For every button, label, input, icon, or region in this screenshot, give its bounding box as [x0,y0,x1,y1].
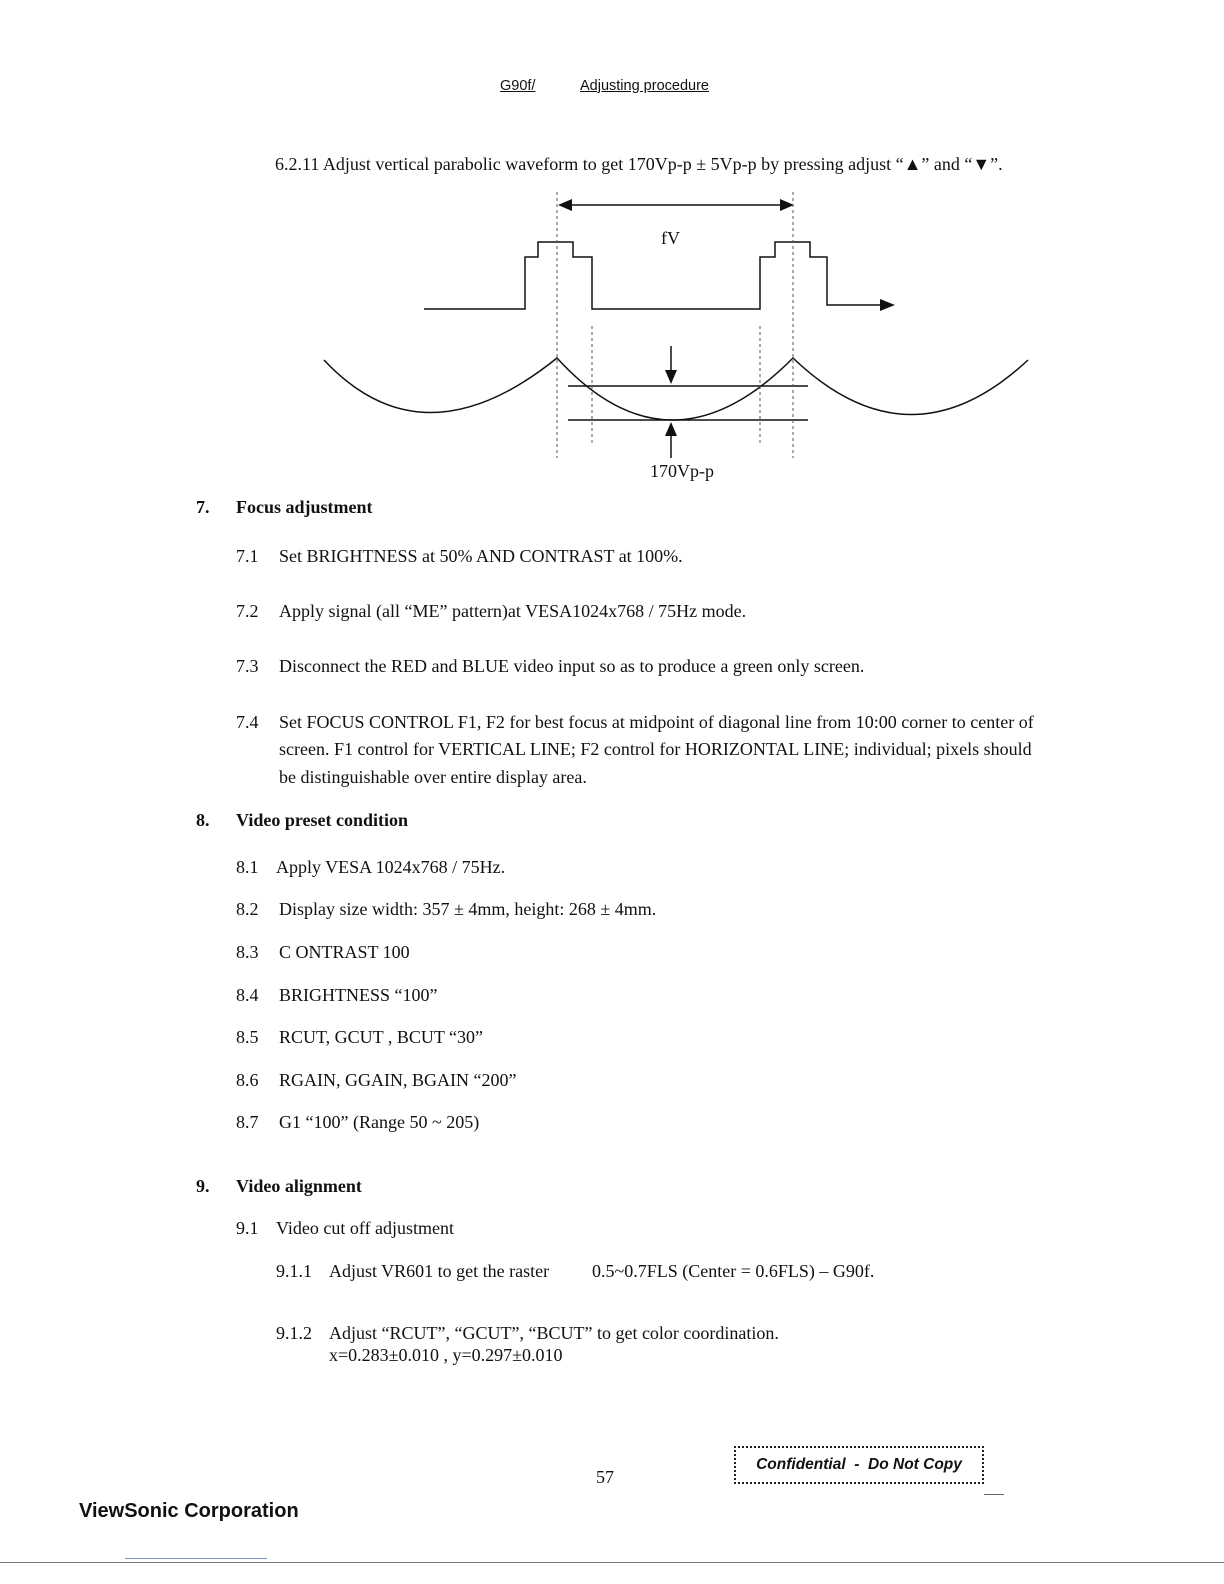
parabolic-waveform [324,358,1028,420]
period-arrow-right-head [780,199,794,211]
item-8-4-num: 8.4 [236,985,259,1005]
item-8-1-text: Apply VESA 1024x768 / 75Hz. [276,857,506,877]
confidential-text: Confidential - Do Not Copy [756,1456,962,1473]
item-9-1-num: 9.1 [236,1218,259,1238]
item-8-5-text: RCUT, GCUT , BCUT “30” [279,1027,484,1047]
item-8-7-text: G1 “100” (Range 50 ~ 205) [279,1112,480,1132]
header-title: Adjusting procedure [580,78,709,94]
section-7-title: Focus adjustment [236,497,373,517]
step-9-1-1-num: 9.1.1 [276,1261,312,1281]
item-8-2-text: Display size width: 357 ± 4mm, height: 268 ± 4mm. [279,899,657,919]
amp-arrow-up-head [665,422,677,436]
step-9-1-1-value: 0.5~0.7FLS (Center = 0.6FLS) – G90f. [592,1261,875,1281]
item-8-3-text: C ONTRAST 100 [279,942,410,962]
item-8-1-num: 8.1 [236,857,259,877]
section-7-number: 7. [196,497,210,517]
section-8-number: 8. [196,810,210,830]
waveform-diagram [300,185,1060,495]
footer-rule-short [984,1494,1004,1495]
period-label: fV [661,228,680,248]
period-arrow-left-head [558,199,572,211]
company-name: ViewSonic Corporation [79,1500,299,1522]
header-model: G90f/ [500,78,536,94]
amplitude-label: 170Vp-p [650,461,714,481]
item-7-4-line-2: screen. F1 control for VERTICAL LINE; F2 control for HORIZONTAL LINE; individual; pixels should [279,739,1032,759]
item-7-3-num: 7.3 [236,656,259,676]
item-8-5-num: 8.5 [236,1027,259,1047]
section-9-number: 9. [196,1176,210,1196]
item-8-6-num: 8.6 [236,1070,259,1090]
page-number: 57 [596,1467,614,1487]
item-8-2-num: 8.2 [236,899,259,919]
item-7-2-text: Apply signal (all “ME” pattern)at VESA1024x768 / 75Hz mode. [279,601,747,621]
item-8-3-num: 8.3 [236,942,259,962]
item-7-4-line-3: be distinguishable over entire display area. [279,767,587,787]
item-8-6-text: RGAIN, GGAIN, BGAIN “200” [279,1070,517,1090]
item-9-1-title: Video cut off adjustment [276,1218,455,1238]
step-9-1-1-text: Adjust VR601 to get the raster [329,1261,550,1281]
confidential-stamp [734,1446,984,1484]
item-7-3-text: Disconnect the RED and BLUE video input so as to produce a green only screen. [279,656,865,676]
item-7-2-num: 7.2 [236,601,259,621]
step-9-1-2-num: 9.1.2 [276,1323,312,1343]
step-6-2-11: 6.2.11 Adjust vertical parabolic waveform to get 170Vp-p ± 5Vp-p by pressing adjust “▲” and “▼”. [275,154,1003,174]
pulse-waveform [424,242,880,309]
bottom-rule [0,1562,1224,1563]
section-9-title: Video alignment [236,1176,362,1196]
item-8-4-text: BRIGHTNESS “100” [279,985,438,1005]
item-7-4-num: 7.4 [236,712,259,732]
item-7-4-line-1: Set FOCUS CONTROL F1, F2 for best focus at midpoint of diagonal line from 10:00 corner to center of [279,712,1034,732]
item-8-7-num: 8.7 [236,1112,259,1132]
amp-arrow-down-head [665,370,677,384]
step-9-1-2-text: Adjust “RCUT”, “GCUT”, “BCUT” to get color coordination. [329,1323,779,1343]
pulse-arrow-head [880,299,895,311]
section-8-title: Video preset condition [236,810,409,830]
item-7-1-num: 7.1 [236,546,259,566]
step-9-1-2-line-2: x=0.283±0.010 , y=0.297±0.010 [329,1345,563,1365]
bottom-blue-rule [125,1558,267,1559]
item-7-1-text: Set BRIGHTNESS at 50% AND CONTRAST at 100%. [279,546,683,566]
